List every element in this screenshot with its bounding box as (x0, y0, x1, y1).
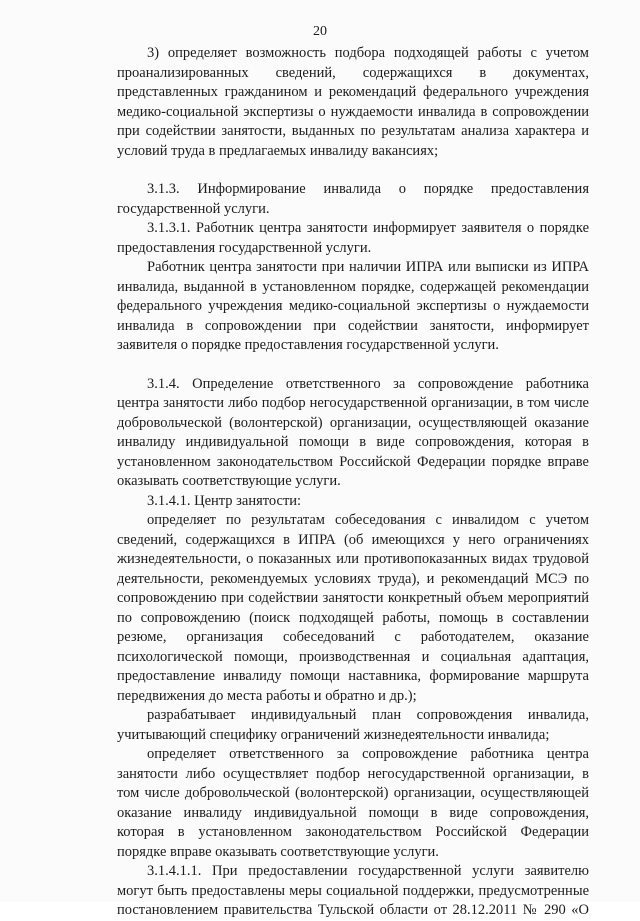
paragraph-determines-scope: определяет по результатам собеседования с инвалидом с учетом сведений, содержащихся в ИПРА (об имеющихся у него ограничениях жизнедеятельности, о показанных или противопоказанных видах трудовой деятельности, рекомендуемых условиях труда), и рекомендаций МСЭ по сопровождению при содействии занятости конкретный объем мероприятий по сопровождению (поиск подходящей работы, помощь в составлении резюме, организация собеседований с работодателем, оказание психологической помощи, производственная и социальная адаптация, предоставление инвалиду помощи наставника, формирование маршрута передвижения до места работы и обратно и др.); (117, 512, 589, 704)
paragraph-item-3: 3) определяет возможность подбора подходящей работы с учетом проанализированных сведений, содержащихся в документах, представленных гражданином и рекомендаций федерального учреждения медико-социальной экспертизы о нуждаемости инвалида в сопровождении при содействии занятости, выданных по результатам анализа характера и условий труда в предлагаемых инвалиду вакансиях; (117, 45, 589, 159)
document-body (117, 44, 589, 921)
page-number: 20 (313, 24, 327, 39)
section-3-1-4-1-1: 3.1.4.1.1. При предоставлении государственной услуги заявителю могут быть предоставлены меры социальной поддержки, предусмотренные постановлением правительства Тульской области от 28.12.2011 № 290 «О (117, 863, 589, 918)
section-3-1-3-heading: 3.1.3. Информирование инвалида о порядке предоставления государственной услуги. (117, 181, 589, 217)
paragraph-determines-responsible: определяет ответственного за сопровождение работника центра занятости либо осуществляет подбор негосударственной организации, в том числе добровольческой (волонтерской) организации, осуществляющей оказание инвалиду индивидуальной помощи в виде сопровождения, которая в установленном законодательством Российской Федерации порядке вправе оказывать соответствующие услуги. (117, 746, 589, 860)
section-3-1-4-heading: 3.1.4. Определение ответственного за сопровождение работника центра занятости либо подбор негосударственной организации, в том числе добровольческой (волонтерской) организации, осуществляющей оказание инвалиду индивидуальной помощи в виде сопровождения, которая в установленном законодательством Российской Федерации порядке вправе оказывать соответствующие услуги. (117, 375, 589, 489)
paragraph-spacer (117, 356, 589, 375)
paragraph-inform-worker: Работник центра занятости при наличии ИПРА или выписки из ИПРА инвалида, выданной в установленном порядке, содержащей рекомендации федерального учреждения медико-социальной экспертизы о нуждаемости инвалида в сопровождении при содействии занятости, информирует заявителя о порядке предоставления государственной услуги. (117, 259, 589, 353)
paragraph-spacer (117, 161, 589, 180)
section-3-1-3-1: 3.1.3.1. Работник центра занятости информирует заявителя о порядке предоставления государственной услуги. (117, 220, 589, 256)
section-3-1-4-1: 3.1.4.1. Центр занятости: (147, 492, 302, 509)
paragraph-develops-plan: разрабатывает индивидуальный план сопровождения инвалида, учитывающий специфику ограничений жизнедеятельности инвалида; (117, 707, 589, 743)
